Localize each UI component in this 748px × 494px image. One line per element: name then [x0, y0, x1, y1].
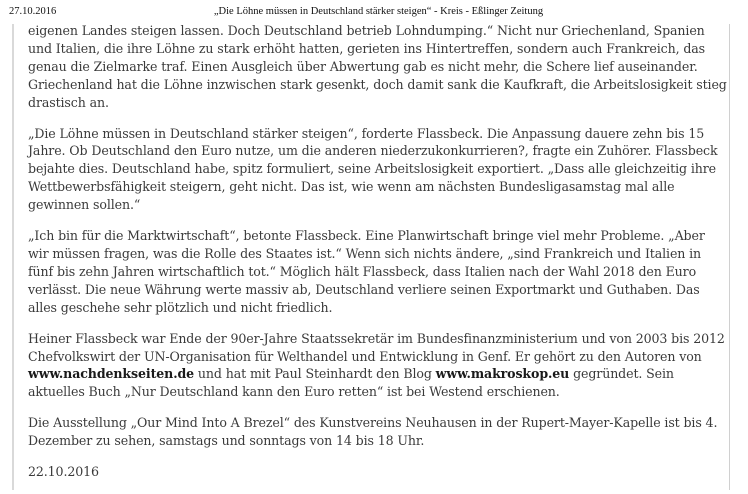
paragraph-text: „Ich bin für die Marktwirtschaft“, betonte Flassbeck. Eine Planwirtschaft bringe viel mehr Probleme. „Aber wir müssen fragen, was die Rolle des Staates ist.“ Wenn sich nichts ändere, „sind Frankreich und Italien in fünf bis zehn Jahren wirtschaftlich tot.“ Möglich hält Flassbeck, dass Italien nach der Wahl 2018 den Euro verlässt. Die neue Währung werte massiv ab, Deutschland verliere seinen Exportmarkt und Guthaben. Das alles geschehe sehr plötzlich und nicht friedlich. [28, 228, 705, 315]
right-margin-rule [729, 24, 730, 490]
paragraph-text: und hat mit Paul Steinhardt den Blog [194, 366, 436, 382]
paragraph-text: Die Ausstellung „Our Mind Into A Brezel“ des Kunstvereins Neuhausen in der Rupert-Mayer-Kapelle ist bis 4. Dezember zu sehen, samstags und sonntags von 14 bis 18 Uhr. [28, 415, 718, 449]
link-makroskop[interactable]: www.makroskop.eu [435, 366, 570, 382]
article-body [28, 22, 728, 494]
print-date: 27.10.2016 [9, 6, 57, 17]
left-margin-rule [12, 24, 14, 490]
paragraph-text: „Die Löhne müssen in Deutschland stärker steigen“, forderte Flassbeck. Die Anpassung dauere zehn bis 15 Jahre. Ob Deutschland den Euro nutze, um die anderen niederzukonkurrieren?, fragte ein Zuhörer. Flassbeck bejahte dies. Deutschland habe, spitz formuliert, seine Arbeitslosigkeit exportiert. „Dass alle gleichzeitig ihre Wettbewerbsfähigkeit steigern, geht nicht. Das ist, wie wenn am nächsten Bundesligasamstag mal alle gewinnen sollen.“ [28, 125, 718, 213]
publish-date: 22.10.2016 [28, 464, 99, 480]
paragraph-text: eigenen Landes steigen lassen. Doch Deutschland betrieb Lohndumping.“ Nicht nur Griechenland, Spanien und Italien, die ihre Löhne zu stark erhöht hatten, gerieten ins Hintertreffen, sondern auch Frankreich, das genau die Zielmarke traf. Einen Ausgleich über Abwertung gab es nicht mehr, die Schere lief auseinander. Griechenland hat die Löhne inzwischen stark gesenkt, doch damit sank die Kaufkraft, die Arbeitslosigkeit stieg drastisch an. [28, 23, 727, 110]
paragraph-text: gegründet. Sein aktuelles Buch „Nur Deutschland kann den Euro retten“ ist bei Westend erschienen. [28, 366, 674, 400]
paragraph-ausstellung [28, 414, 728, 450]
print-header [9, 6, 748, 20]
article-date [28, 463, 728, 481]
paragraph-lohndumping [28, 22, 728, 112]
paragraph-loehne-steigen [28, 125, 728, 215]
paragraph-text: Heiner Flassbeck war Ende der 90er-Jahre Staatssekretär im Bundesfinanzministerium und von 2003 bis 2012 Chefvolkswirt der UN-Organisation für Welthandel und Entwicklung in Genf. Er gehört zu den Autoren von [28, 330, 725, 364]
print-page-title: „Die Löhne müssen in Deutschland stärker steigen“ - Kreis - Eßlinger Zeitung [213, 6, 544, 17]
link-nachdenkseiten[interactable]: www.nachdenkseiten.de [28, 366, 195, 382]
paragraph-marktwirtschaft [28, 227, 728, 317]
paragraph-author-bio [28, 330, 728, 402]
